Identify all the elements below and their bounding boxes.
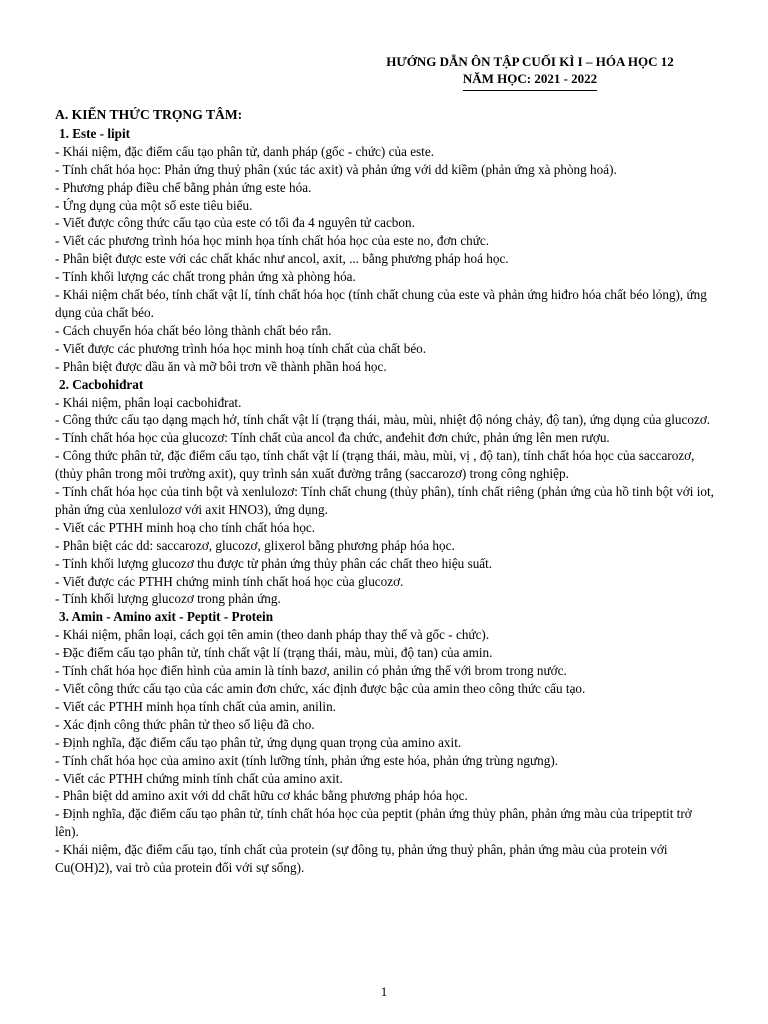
list-item: - Tính chất hóa học điển hình của amin là tính bazơ, anilin có phản ứng thế với brom trong nước.: [55, 663, 567, 679]
list-item: - Khái niệm, phân loại, cách gọi tên amin (theo danh pháp thay thế và gốc - chức).: [55, 627, 490, 643]
list-item: - Khái niệm chất béo, tính chất vật lí, tính chất hóa học (tính chất chung của este và phản ứng hiđro hóa chất béo lỏng), ứng dụng của chất béo.: [55, 287, 707, 320]
list-item: - Viết các PTHH chứng minh tính chất của amino axit.: [55, 770, 343, 786]
list-item: - Tính khối lượng các chất trong phản ứng xà phòng hóa.: [55, 269, 356, 285]
list-item: - Viết được công thức cấu tạo của este có tối đa 4 nguyên tử cacbon.: [55, 215, 415, 231]
topic-amin-protein: [55, 608, 715, 877]
topic-este-lipit: [55, 125, 715, 376]
list-item: - Tính khối lượng glucozơ trong phản ứng.: [55, 591, 281, 607]
list-item: - Phân biệt dd amino axit với dd chất hữu cơ khác bằng phương pháp hóa học.: [55, 788, 468, 804]
title-line-2: NĂM HỌC: 2021 - 2022: [463, 70, 597, 91]
list-item: - Tính chất hóa học của tinh bột và xenlulozơ: Tính chất chung (thủy phân), tính chất riêng (phản ứng của hồ tinh bột với iot, phản ứng của xenlulozơ với axit HNO3), ứng dụng.: [55, 484, 714, 517]
list-item: - Đặc điểm cấu tạo phân tử, tính chất vật lí (trạng thái, màu, mùi, độ tan) của amin.: [55, 645, 493, 661]
list-item: - Xác định công thức phân tử theo số liệu đã cho.: [55, 716, 315, 732]
list-item: - Tính chất hóa học của glucozơ: Tính chất của ancol đa chức, anđehit đơn chức, phản ứng lên men rượu.: [55, 430, 610, 446]
topic-title: 3. Amin - Amino axit - Peptit - Protein: [59, 609, 274, 625]
document-title: [340, 53, 720, 91]
list-item: - Tính chất hóa học: Phản ứng thuỷ phân (xúc tác axit) và phản ứng với dd kiềm (phản ứng xà phòng hoá).: [55, 161, 617, 177]
list-item: - Ứng dụng của một số este tiêu biểu.: [55, 197, 253, 213]
document-body: [55, 106, 715, 877]
section-heading: A. KIẾN THỨC TRỌNG TÂM:: [55, 107, 243, 122]
list-item: - Định nghĩa, đặc điểm cấu tạo phân tử, ứng dụng quan trọng của amino axit.: [55, 734, 462, 750]
list-item: - Khái niệm, đặc điểm cấu tạo phân tử, danh pháp (gốc - chức) của este.: [55, 143, 434, 159]
list-item: - Khái niệm, phân loại cacbohiđrat.: [55, 394, 242, 410]
list-item: - Viết được các PTHH chứng minh tính chất hoá học của glucozơ.: [55, 573, 404, 589]
topic-title: 1. Este - lipit: [59, 125, 131, 141]
list-item: - Viết các PTHH minh họa tính chất của amin, anilin.: [55, 698, 336, 714]
list-item: - Phân biệt được este với các chất khác như ancol, axit, ... bằng phương pháp hoá học.: [55, 251, 509, 267]
list-item: - Phân biệt các dd: saccarozơ, glucozơ, glixerol bằng phương pháp hóa học.: [55, 537, 455, 553]
list-item: - Tính chất hóa học của amino axit (tính lưỡng tính, phản ứng este hóa, phản ứng trùng ngưng).: [55, 752, 559, 768]
title-line-1: HƯỚNG DẪN ÔN TẬP CUỐI KÌ I – HÓA HỌC 12: [386, 54, 674, 69]
list-item: - Cách chuyển hóa chất béo lỏng thành chất béo rắn.: [55, 322, 332, 338]
topic-title: 2. Cacbohiđrat: [59, 376, 144, 392]
list-item: - Định nghĩa, đặc điểm cấu tạo phân tử, tính chất hóa học của peptit (phản ứng thủy phân, phản ứng màu của tripeptit trở lên).: [55, 806, 692, 840]
list-item: - Phương pháp điều chế bằng phản ứng este hóa.: [55, 179, 312, 195]
list-item: - Viết các PTHH minh hoạ cho tính chất hóa học.: [55, 519, 316, 535]
list-item: - Công thức phân tử, đặc điểm cấu tạo, tính chất vật lí (trạng thái, màu, mùi, vị , độ tan), tính chất hóa học của saccarozơ, (thủy phân trong môi trường axit), quy trình sản xuất đường trắng (saccarozơ) trong công nghiệp.: [55, 448, 695, 482]
list-item: - Công thức cấu tạo dạng mạch hở, tính chất vật lí (trạng thái, màu, mùi, nhiệt độ nóng chảy, độ tan), ứng dụng của glucozơ.: [55, 412, 711, 428]
list-item: - Viết được các phương trình hóa học minh hoạ tính chất của chất béo.: [55, 340, 427, 356]
list-item: - Phân biệt được dầu ăn và mỡ bôi trơn về thành phần hoá học.: [55, 358, 387, 374]
list-item: - Tính khối lượng glucozơ thu được từ phản ứng thủy phân các chất theo hiệu suất.: [55, 555, 493, 571]
list-item: - Viết công thức cấu tạo của các amin đơn chức, xác định được bậc của amin theo công thức cấu tạo.: [55, 681, 586, 696]
list-item: - Khái niệm, đặc điểm cấu tạo, tính chất của protein (sự đông tụ, phản ứng thuỷ phân, phản ứng màu của protein với Cu(OH)2), vai trò của protein đối với sự sống).: [55, 842, 668, 876]
topic-cacbohidrat: [55, 376, 715, 609]
list-item: - Viết các phương trình hóa học minh họa tính chất hóa học của este no, đơn chức.: [55, 233, 490, 249]
page-number: 1: [380, 984, 388, 999]
